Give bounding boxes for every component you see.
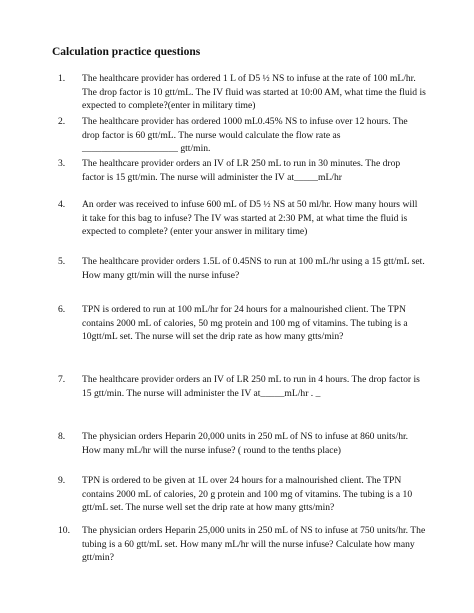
question-line: it take for this bag to infuse? The IV was started at 2:30 PM, at what time the fluid is (82, 212, 408, 224)
question-line: The healthcare provider has ordered 1 L of D5 ½ NS to infuse at the rate of 100 mL/hr. (82, 73, 416, 84)
question-line: contains 2000 mL of calories, 50 mg protein and 100 mg of vitamins. The tubing is a (82, 317, 408, 329)
question-text (82, 430, 430, 457)
question-line: The healthcare provider orders an IV of LR 250 mL to run in 30 minutes. The drop (82, 158, 401, 169)
question-line: The physician orders Heparin 25,000 units in 250 mL of NS to infuse at 750 units/hr. The (82, 525, 426, 536)
question-number: 6. (58, 304, 66, 315)
question-text (82, 115, 430, 156)
question-text (82, 157, 430, 184)
question-text (82, 255, 430, 282)
question-text (82, 303, 430, 344)
question-line: TPN is ordered to be given at 1L over 24 hours for a malnourished client. The TPN (82, 475, 402, 486)
question-number: 2. (58, 116, 66, 127)
question-text (82, 72, 430, 113)
question-5 (58, 255, 430, 282)
question-4 (58, 198, 430, 239)
question-text (82, 373, 430, 400)
question-9 (58, 474, 430, 515)
question-line: The physician orders Heparin 20,000 units in 250 mL of NS to infuse at 860 units/hr. (82, 431, 409, 442)
question-line: expected to complete?(enter in military time) (82, 100, 256, 112)
question-line: factor is 15 gtt/min. The nurse will administer the IV at_____mL/hr (82, 171, 342, 183)
question-number: 5. (58, 256, 66, 267)
question-line: gtt/min? (82, 552, 114, 564)
question-number: 9. (58, 475, 66, 486)
question-line: gtt/mL set. The nurse well set the drip rate at how many gtts/min? (82, 502, 335, 514)
question-3 (58, 157, 430, 184)
question-number: 7. (58, 374, 66, 385)
question-6 (58, 303, 430, 344)
question-text (82, 524, 430, 565)
question-line: ____________________ gtt/min. (82, 143, 211, 155)
question-line: 10gtt/mL set. The nurse will set the drip rate as how many gtts/min? (82, 331, 344, 343)
question-line: The drop factor is 10 gtt/mL. The IV fluid was started at 10:00 AM, what time the fluid is (82, 86, 426, 98)
question-line: TPN is ordered to run at 100 mL/hr for 24 hours for a malnourished client. The TPN (82, 304, 406, 315)
question-line: How many mL/hr will the nurse infuse? ( round to the tenths place) (82, 444, 341, 456)
question-number: 10. (58, 525, 70, 536)
question-line: The healthcare provider orders an IV of LR 250 mL to run in 4 hours. The drop factor is (82, 374, 420, 385)
question-text (82, 474, 430, 515)
question-number: 1. (58, 73, 66, 84)
question-10 (58, 524, 430, 565)
question-line: expected to complete? (enter your answer in military time) (82, 226, 308, 238)
question-number: 8. (58, 431, 66, 442)
question-line: drop factor is 60 gtt/mL. The nurse would calculate the flow rate as (82, 129, 341, 141)
question-1 (58, 72, 430, 113)
question-line: contains 2000 mL of calories, 20 g protein and 100 mg of vitamins. The tubing is a 10 (82, 488, 413, 500)
question-line: 15 gtt/min. The nurse will administer the IV at_____mL/hr . _ (82, 387, 321, 399)
question-7 (58, 373, 430, 400)
question-2 (58, 115, 430, 156)
question-line: The healthcare provider has ordered 1000 mL0.45% NS to infuse over 12 hours. The (82, 116, 408, 127)
question-8 (58, 430, 430, 457)
question-line: The healthcare provider orders 1.5L of 0.45NS to run at 100 mL/hr using a 15 gtt/mL set. (82, 256, 425, 267)
question-text (82, 198, 430, 239)
question-line: An order was received to infuse 600 mL of D5 ½ NS at 50 ml/hr. How many hours will (82, 199, 418, 210)
question-line: tubing is a 60 gtt/mL set. How many mL/hr will the nurse infuse? Calculate how many (82, 538, 415, 550)
question-number: 4. (58, 199, 66, 210)
document-title: Calculation practice questions (52, 46, 201, 58)
question-number: 3. (58, 158, 66, 169)
question-line: How many gtt/min will the nurse infuse? (82, 269, 240, 281)
